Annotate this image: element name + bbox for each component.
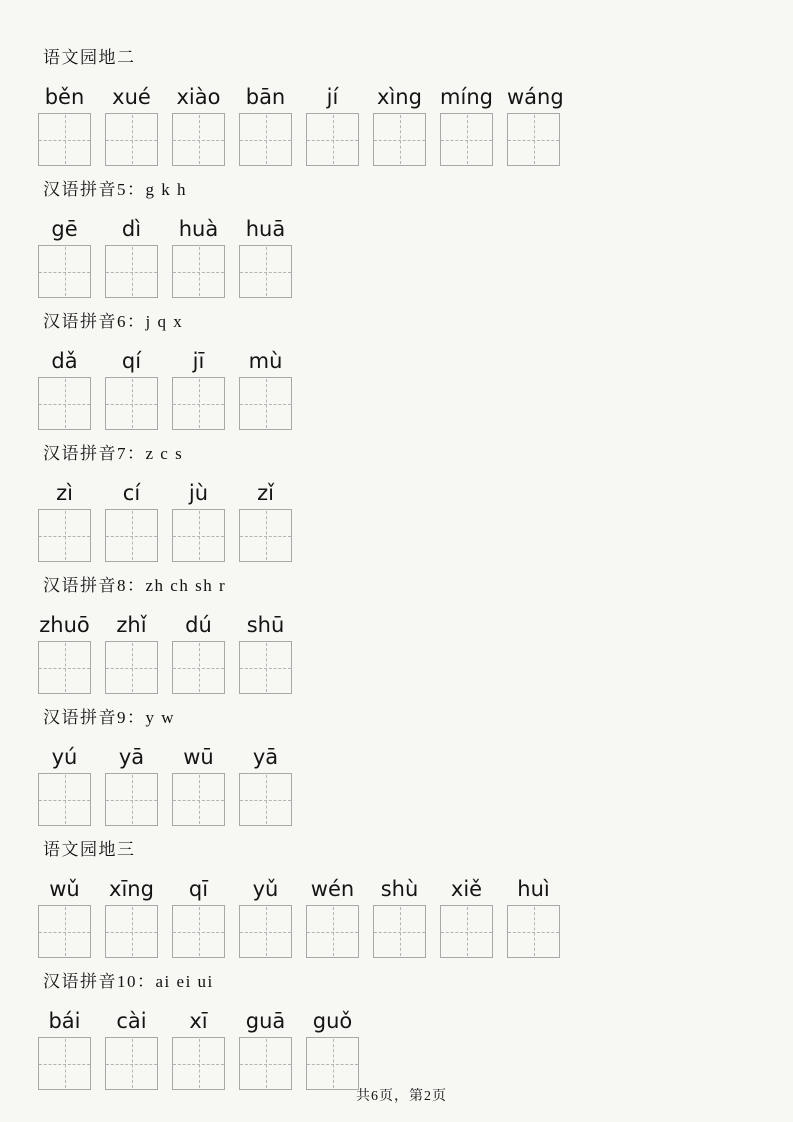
tianzige-writing-box	[172, 773, 225, 826]
pinyin-label: dì	[121, 217, 142, 241]
tianzige-writing-box	[239, 113, 292, 166]
pinyin-label: běn	[44, 85, 85, 109]
page-footer: 共6页，第2页	[356, 1089, 447, 1104]
pinyin-label: jí	[326, 85, 339, 109]
pinyin-label: wū	[183, 745, 214, 769]
word-cell	[105, 480, 158, 562]
section-title: 汉语拼音6：j q x	[43, 312, 184, 331]
tianzige-writing-box	[239, 773, 292, 826]
pinyin-label: xī	[189, 1009, 208, 1033]
tianzige-writing-box	[105, 1037, 158, 1090]
pinyin-label: jù	[188, 481, 209, 505]
word-cell	[38, 744, 91, 826]
tianzige-writing-box	[373, 905, 426, 958]
worksheet-section	[38, 46, 574, 166]
word-cell	[38, 84, 91, 166]
pinyin-label: shù	[380, 877, 419, 901]
tianzige-writing-box	[172, 113, 225, 166]
pinyin-word-row	[38, 876, 574, 958]
section-title: 汉语拼音8：zh ch sh r	[43, 576, 227, 595]
pinyin-label: xīng	[109, 877, 154, 901]
word-cell	[38, 348, 91, 430]
tianzige-writing-box	[306, 1037, 359, 1090]
pinyin-label: cài	[116, 1009, 147, 1033]
word-cell	[172, 480, 225, 562]
word-cell	[172, 612, 225, 694]
pinyin-label: xiě	[450, 877, 483, 901]
tianzige-writing-box	[38, 113, 91, 166]
tianzige-writing-box	[172, 509, 225, 562]
tianzige-writing-box	[38, 1037, 91, 1090]
tianzige-writing-box	[172, 641, 225, 694]
pinyin-word-row	[38, 216, 574, 298]
word-cell	[507, 84, 564, 166]
tianzige-writing-box	[38, 245, 91, 298]
tianzige-writing-box	[38, 905, 91, 958]
pinyin-label: xìng	[377, 85, 422, 109]
pinyin-label: zì	[56, 481, 73, 505]
pinyin-word-row	[38, 480, 574, 562]
tianzige-writing-box	[440, 113, 493, 166]
worksheet-section	[38, 178, 574, 298]
section-title: 汉语拼音10：ai ei ui	[43, 972, 214, 991]
word-cell	[239, 84, 292, 166]
word-cell	[239, 744, 292, 826]
pinyin-label: qī	[188, 877, 209, 901]
pinyin-label: yā	[252, 745, 279, 769]
tianzige-writing-box	[239, 245, 292, 298]
word-cell	[239, 876, 292, 958]
word-cell	[172, 744, 225, 826]
tianzige-writing-box	[306, 113, 359, 166]
worksheet-section	[38, 838, 574, 958]
tianzige-writing-box	[172, 245, 225, 298]
pinyin-word-row	[38, 744, 574, 826]
tianzige-writing-box	[105, 245, 158, 298]
word-cell	[172, 876, 225, 958]
tianzige-writing-box	[105, 377, 158, 430]
word-cell	[38, 216, 91, 298]
pinyin-label: huì	[517, 877, 550, 901]
pinyin-label: mù	[248, 349, 283, 373]
tianzige-writing-box	[306, 905, 359, 958]
tianzige-writing-box	[507, 905, 560, 958]
word-cell	[105, 876, 158, 958]
tianzige-writing-box	[105, 641, 158, 694]
tianzige-writing-box	[38, 641, 91, 694]
pinyin-label: qí	[121, 349, 142, 373]
tianzige-writing-box	[172, 377, 225, 430]
pinyin-word-row	[38, 612, 574, 694]
word-cell	[239, 480, 292, 562]
word-cell	[239, 348, 292, 430]
pinyin-label: xiào	[176, 85, 221, 109]
pinyin-label: yǔ	[252, 877, 279, 901]
pinyin-label: zhǐ	[116, 613, 147, 637]
word-cell	[373, 876, 426, 958]
pinyin-word-row	[38, 84, 574, 166]
word-cell	[38, 480, 91, 562]
section-title: 语文园地二	[43, 48, 136, 67]
pinyin-label: guǒ	[312, 1009, 353, 1033]
worksheet-section	[38, 706, 574, 826]
pinyin-label: yā	[118, 745, 145, 769]
pinyin-label: yú	[51, 745, 78, 769]
word-cell	[373, 84, 426, 166]
pinyin-label: wáng	[507, 85, 564, 109]
section-title: 汉语拼音7：z c s	[43, 444, 184, 463]
word-cell	[105, 744, 158, 826]
word-cell	[239, 612, 292, 694]
worksheet-page	[38, 46, 574, 1102]
worksheet-section	[38, 442, 574, 562]
word-cell	[172, 216, 225, 298]
word-cell	[239, 216, 292, 298]
tianzige-writing-box	[239, 641, 292, 694]
word-cell	[105, 348, 158, 430]
pinyin-label: zhuō	[39, 613, 90, 637]
pinyin-label: xué	[112, 85, 151, 109]
pinyin-label: wén	[310, 877, 355, 901]
tianzige-writing-box	[38, 377, 91, 430]
pinyin-word-row	[38, 348, 574, 430]
pinyin-label: wǔ	[49, 877, 80, 901]
worksheet-section	[38, 970, 574, 1090]
pinyin-label: guā	[245, 1009, 286, 1033]
tianzige-writing-box	[105, 773, 158, 826]
word-cell	[306, 876, 359, 958]
pinyin-label: zǐ	[257, 481, 274, 505]
pinyin-label: shū	[246, 613, 285, 637]
word-cell	[306, 1008, 359, 1090]
worksheet-section	[38, 574, 574, 694]
tianzige-writing-box	[172, 905, 225, 958]
section-title: 汉语拼音9：y w	[43, 708, 176, 727]
word-cell	[105, 84, 158, 166]
tianzige-writing-box	[105, 113, 158, 166]
tianzige-writing-box	[373, 113, 426, 166]
word-cell	[38, 612, 91, 694]
tianzige-writing-box	[239, 509, 292, 562]
pinyin-label: jī	[192, 349, 205, 373]
pinyin-label: gē	[51, 217, 78, 241]
word-cell	[38, 876, 91, 958]
word-cell	[172, 84, 225, 166]
tianzige-writing-box	[239, 905, 292, 958]
word-cell	[440, 84, 493, 166]
word-cell	[105, 216, 158, 298]
pinyin-label: bān	[245, 85, 286, 109]
tianzige-writing-box	[172, 1037, 225, 1090]
pinyin-label: míng	[440, 85, 493, 109]
pinyin-label: dú	[185, 613, 212, 637]
pinyin-label: dǎ	[51, 349, 78, 373]
tianzige-writing-box	[105, 905, 158, 958]
pinyin-word-row	[38, 1008, 574, 1090]
pinyin-label: huā	[245, 217, 286, 241]
worksheet-section	[38, 310, 574, 430]
pinyin-label: cí	[122, 481, 141, 505]
section-title: 汉语拼音5：g k h	[43, 180, 187, 199]
tianzige-writing-box	[239, 377, 292, 430]
word-cell	[105, 1008, 158, 1090]
tianzige-writing-box	[507, 113, 560, 166]
word-cell	[105, 612, 158, 694]
word-cell	[507, 876, 560, 958]
word-cell	[172, 1008, 225, 1090]
tianzige-writing-box	[38, 509, 91, 562]
tianzige-writing-box	[38, 773, 91, 826]
word-cell	[440, 876, 493, 958]
tianzige-writing-box	[239, 1037, 292, 1090]
section-title: 语文园地三	[43, 840, 136, 859]
word-cell	[306, 84, 359, 166]
pinyin-label: huà	[178, 217, 219, 241]
word-cell	[239, 1008, 292, 1090]
tianzige-writing-box	[440, 905, 493, 958]
tianzige-writing-box	[105, 509, 158, 562]
word-cell	[38, 1008, 91, 1090]
word-cell	[172, 348, 225, 430]
pinyin-label: bái	[48, 1009, 81, 1033]
